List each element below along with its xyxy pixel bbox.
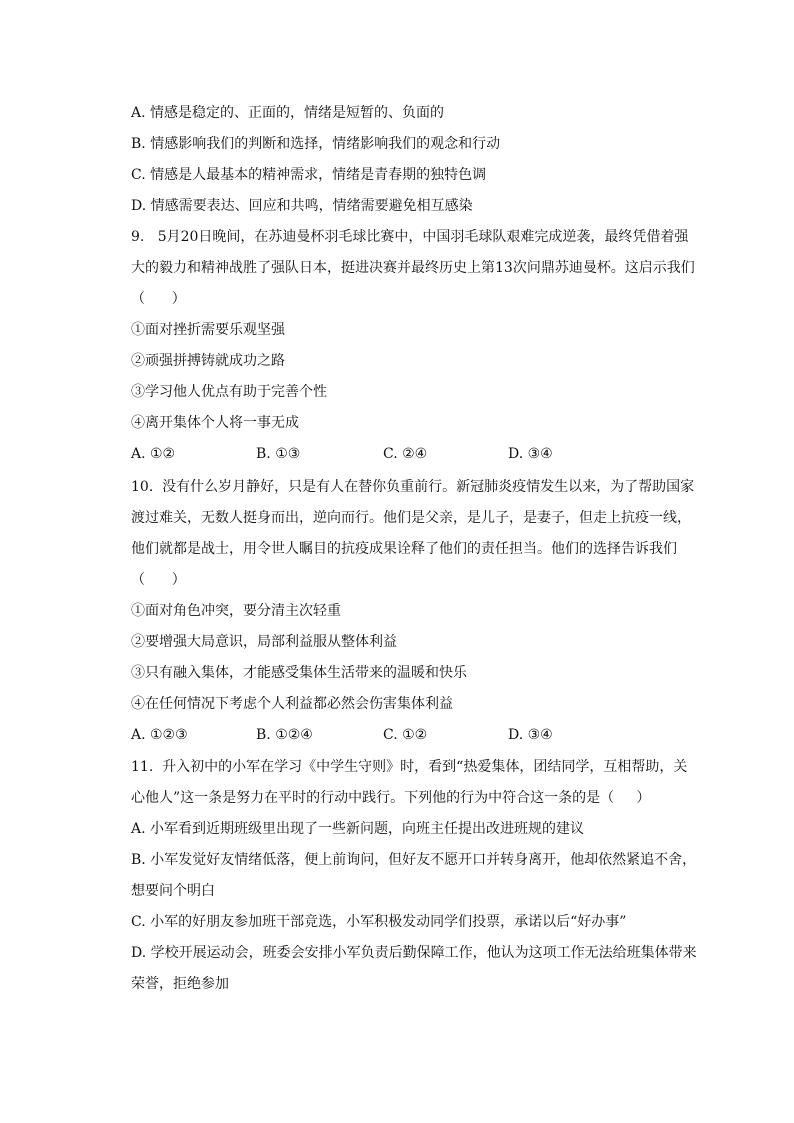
q10-choice-b: B. ①②④	[256, 727, 313, 743]
q11-option-b-line-2: 想要问个明白	[131, 883, 215, 899]
q9-statement-4: ④离开集体个人将一事无成	[131, 415, 299, 431]
q9-stem-line-2: 大的毅力和精神战胜了强队日本，挺进决赛并最终历史上第13次问鼎苏迪曼杯。这启示我们	[131, 260, 695, 276]
q11-stem-line-1: 11. 升入初中的小军在学习《中学生守则》时，看到“热爱集体，团结同学，互相帮助，关	[131, 759, 688, 775]
q9-choice-b: B. ①③	[256, 446, 301, 462]
q9-choice-c: C. ②④	[383, 446, 428, 462]
q11-stem-line-2: 心他人”这一条是努力在平时的行动中践行。下列他的行为中符合这一条的是（ ）	[131, 790, 651, 806]
q9-statement-2: ②顽强拼搏铸就成功之路	[131, 353, 285, 369]
q10-statement-2: ②要增强大局意识，局部利益服从整体利益	[131, 634, 397, 650]
q9-stem-line-1: 9. 5月20日晚间，在苏迪曼杯羽毛球比赛中，中国羽毛球队艰难完成逆袭，最终凭借着强	[131, 229, 689, 245]
q9-statement-3: ③学习他人优点有助于完善个性	[131, 384, 327, 400]
q11-option-b-line-1: B. 小军发觉好友情绪低落，便上前询问，但好友不愿开口并转身离开，他却依然紧追不舍，	[131, 852, 697, 868]
q8-option-c: C. 情感是人最基本的精神需求，情绪是青春期的独特色调	[131, 167, 487, 183]
q9-choice-a: A. ①②	[131, 446, 176, 462]
q11-option-a: A. 小军看到近期班级里出现了一些新问题，向班主任提出改进班规的建议	[131, 821, 585, 837]
q10-stem-line-1: 10. 没有什么岁月静好，只是有人在替你负重前行。新冠肺炎疫情发生以来，为了帮助国家	[131, 479, 695, 495]
q10-choices	[131, 725, 701, 745]
q10-answer-bracket: （ ）	[131, 572, 186, 588]
q10-statement-1: ①面对角色冲突，要分清主次轻重	[131, 603, 341, 619]
q11-option-d-line-1: D. 学校开展运动会，班委会安排小军负责后勤保障工作，他认为这项工作无法给班集体带来	[131, 945, 697, 961]
q10-statement-3: ③只有融入集体，才能感受集体生活带来的温暖和快乐	[131, 665, 467, 681]
q10-choice-a: A. ①②③	[131, 727, 188, 743]
q8-option-b: B. 情感影响我们的判断和选择，情绪影响我们的观念和行动	[131, 136, 501, 152]
q9-statement-1: ①面对挫折需要乐观坚强	[131, 322, 285, 338]
q10-stem-line-2: 渡过难关，无数人挺身而出，逆向而行。他们是父亲，是儿子，是妻子，但走上抗疫一线，	[131, 510, 691, 526]
q11-option-d-line-2: 荣誉，拒绝参加	[131, 976, 229, 992]
q11-option-c: C. 小军的好朋友参加班干部竞选，小军积极发动同学们投票，承诺以后“好办事”	[131, 914, 627, 930]
q8-option-a: A. 情感是稳定的、正面的，情绪是短暂的、负面的	[131, 105, 445, 121]
q9-choice-d: D. ③④	[508, 446, 553, 462]
q10-statement-4: ④在任何情况下考虑个人利益都必然会伤害集体利益	[131, 696, 453, 712]
q10-choice-d: D. ③④	[508, 727, 553, 743]
q8-option-d: D. 情感需要表达、回应和共鸣，情绪需要避免相互感染	[131, 198, 473, 214]
q10-choice-c: C. ①②	[383, 727, 428, 743]
q9-choices	[131, 444, 701, 464]
q10-stem-line-3: 他们就都是战士，用令世人瞩目的抗疫成果诠释了他们的责任担当。他们的选择告诉我们	[131, 541, 677, 557]
q9-answer-bracket: （ ）	[131, 291, 186, 307]
